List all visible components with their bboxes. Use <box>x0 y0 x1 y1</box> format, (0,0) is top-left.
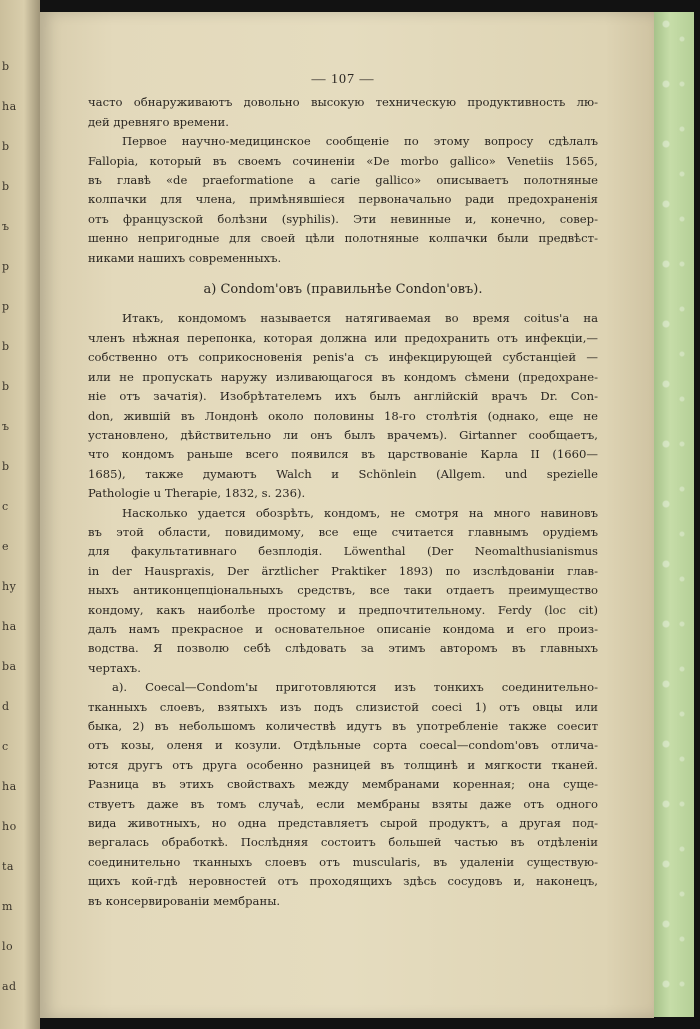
left-page-fragment: d <box>2 700 10 713</box>
text-line: шенно непригодные для своей цѣли полотняные колпачки были предвѣст- <box>88 231 598 246</box>
text-line: въ этой области, повидимому, все еще считается главнымъ орудіемъ <box>88 524 598 539</box>
text-line: вергалась обработкѣ. Послѣдняя состоитъ большей частью въ отдѣленіи <box>88 835 598 850</box>
intro-paragraphs <box>88 93 598 268</box>
text-line: въ консервированіи мембраны. <box>88 893 281 908</box>
body-paragraphs <box>88 309 598 911</box>
text-line: ются другъ отъ друга особенно разницей въ толщинѣ и мягкости тканей. <box>88 757 598 772</box>
left-page-fragment: b <box>2 60 10 73</box>
text-line: дей древняго времени. <box>88 114 229 129</box>
left-page-fragment: b <box>2 340 10 353</box>
left-page-fragment: b <box>2 460 10 473</box>
text-line: а). Coecal—Condom'ы приготовляются изъ тонкихъ соединительно- <box>112 680 598 695</box>
left-page-fragment: ha <box>2 100 17 113</box>
text-line: Pathologie u Therapie, 1832, s. 236). <box>88 486 306 501</box>
book-page <box>40 12 654 1018</box>
text-line: don, жившій въ Лондонѣ около половины 18-го столѣтія (однако, еще не <box>88 408 598 423</box>
left-page-fragment: b <box>2 140 10 153</box>
left-page-fragment: c <box>2 740 9 753</box>
page-text <box>88 70 598 911</box>
text-line: тканныхъ слоевъ, взятыхъ изъ подъ слизистой coeci 1) отъ овцы или <box>88 699 598 714</box>
book-cover-edge <box>652 12 694 1017</box>
left-page-fragment: ha <box>2 620 17 633</box>
text-line: ствуетъ даже въ томъ случаѣ, если мембраны взяты даже отъ одного <box>88 796 598 811</box>
left-page-fragment: ad <box>2 980 17 993</box>
left-page-fragment: ъ <box>2 220 10 233</box>
text-line: Разница въ этихъ свойствахъ между мембранами коренная; она суще- <box>88 777 598 792</box>
text-line: членъ нѣжная перепонка, которая должна или предохранить отъ инфекціи,— <box>88 330 598 345</box>
left-page-fragment: c <box>2 500 9 513</box>
left-page-fragment: hy <box>2 580 17 593</box>
text-line: вида животныхъ, но одна представляетъ сырой продуктъ, а другая под- <box>88 816 598 831</box>
text-line: Насколько удается обозрѣть, кондомъ, не смотря на много навиновъ <box>122 505 598 520</box>
left-page-fragment: p <box>2 300 10 313</box>
text-line: отъ французской болѣзни (syphilis). Эти невинные и, конечно, совер- <box>88 211 598 226</box>
text-line: щихъ кой-гдѣ неровностей отъ проходящихъ здѣсь сосудовъ и, наконецъ, <box>88 874 598 889</box>
left-page-fragment: b <box>2 380 10 393</box>
text-line: кондому, какъ наиболѣе простому и предпочтительному. Ferdy (loc cit) <box>88 602 598 617</box>
text-line: установлено, дѣйствительно ли онъ былъ врачемъ). Girtanner сообщаетъ, <box>88 427 598 442</box>
text-line: водства. Я позволю себѣ слѣдовать за этимъ авторомъ въ главныхъ <box>88 641 598 656</box>
text-line: собственно отъ соприкосновенія penis'а съ инфекцирующей субстанціей — <box>88 350 598 365</box>
left-page-edge <box>0 0 40 1029</box>
text-line: ніе отъ зачатія). Изобрѣтателемъ ихъ былъ англійскій врачъ Dr. Con- <box>88 389 598 404</box>
left-page-fragment: b <box>2 180 10 193</box>
text-line: далъ намъ прекрасное и основательное описаніе кондома и его произ- <box>88 621 598 636</box>
text-line: отъ козы, оленя и козули. Отдѣльные сорта coecal—condom'овъ отлича- <box>88 738 598 753</box>
text-line: 1685), также думаютъ Walch и Schönlein (Allgem. und spezielle <box>88 466 598 481</box>
page-number: — 107 — <box>311 72 375 87</box>
section-heading: а) Condom'овъ (правильнѣе Condon'овъ). <box>203 282 483 298</box>
left-page-fragment: ba <box>2 660 17 673</box>
text-line: часто обнаруживаютъ довольно высокую техническую продуктивность лю- <box>88 95 598 110</box>
text-line: въ главѣ «de praeformatione a carie gallico» описываетъ полотняные <box>88 173 598 188</box>
text-line: или не пропускать наружу изливающагося въ кондомъ сѣмени (предохране- <box>88 369 598 384</box>
text-line: Итакъ, кондомомъ называется натягиваемая во время coitus'а на <box>122 311 598 326</box>
text-line: что кондомъ раньше всего появился въ царствованіе Карла II (1660— <box>88 447 598 462</box>
left-page-fragment: ta <box>2 860 14 873</box>
left-page-fragment: ha <box>2 780 17 793</box>
left-page-fragment: p <box>2 260 10 273</box>
text-line: для факультативнаго безплодія. Löwenthal (Der Neomalthusianismus <box>88 544 598 559</box>
left-page-fragment: m <box>2 900 13 913</box>
text-line: ныхъ антиконцепціональныхъ средствъ, все таки отдаетъ преимущество <box>88 583 598 598</box>
left-page-fragment: e <box>2 540 10 553</box>
text-line: in der Hauspraxis, Der ärztlicher Praktiker 1893) по изслѣдованіи глав- <box>88 563 598 578</box>
left-page-fragment: ho <box>2 820 17 833</box>
text-line: колпачки для члена, примѣнявшіеся первоначально ради предохраненія <box>88 192 598 207</box>
text-line: никами нашихъ современныхъ. <box>88 250 282 265</box>
text-line: быка, 2) въ небольшомъ количествѣ идутъ въ употребленіе также соесит <box>88 719 598 733</box>
text-line: Первое научно-медицинское сообщеніе по этому вопросу сдѣлалъ <box>122 134 598 149</box>
left-page-fragment: ъ <box>2 420 10 433</box>
left-page-fragment: lo <box>2 940 14 953</box>
text-line: Fallopia, который въ своемъ сочиненіи «De morbo gallico» Venetiis 1565, <box>88 153 598 168</box>
text-line: чертахъ. <box>88 660 141 675</box>
text-line: соединительно тканныхъ слоевъ отъ muscularis, въ удаленіи существую- <box>88 854 598 869</box>
